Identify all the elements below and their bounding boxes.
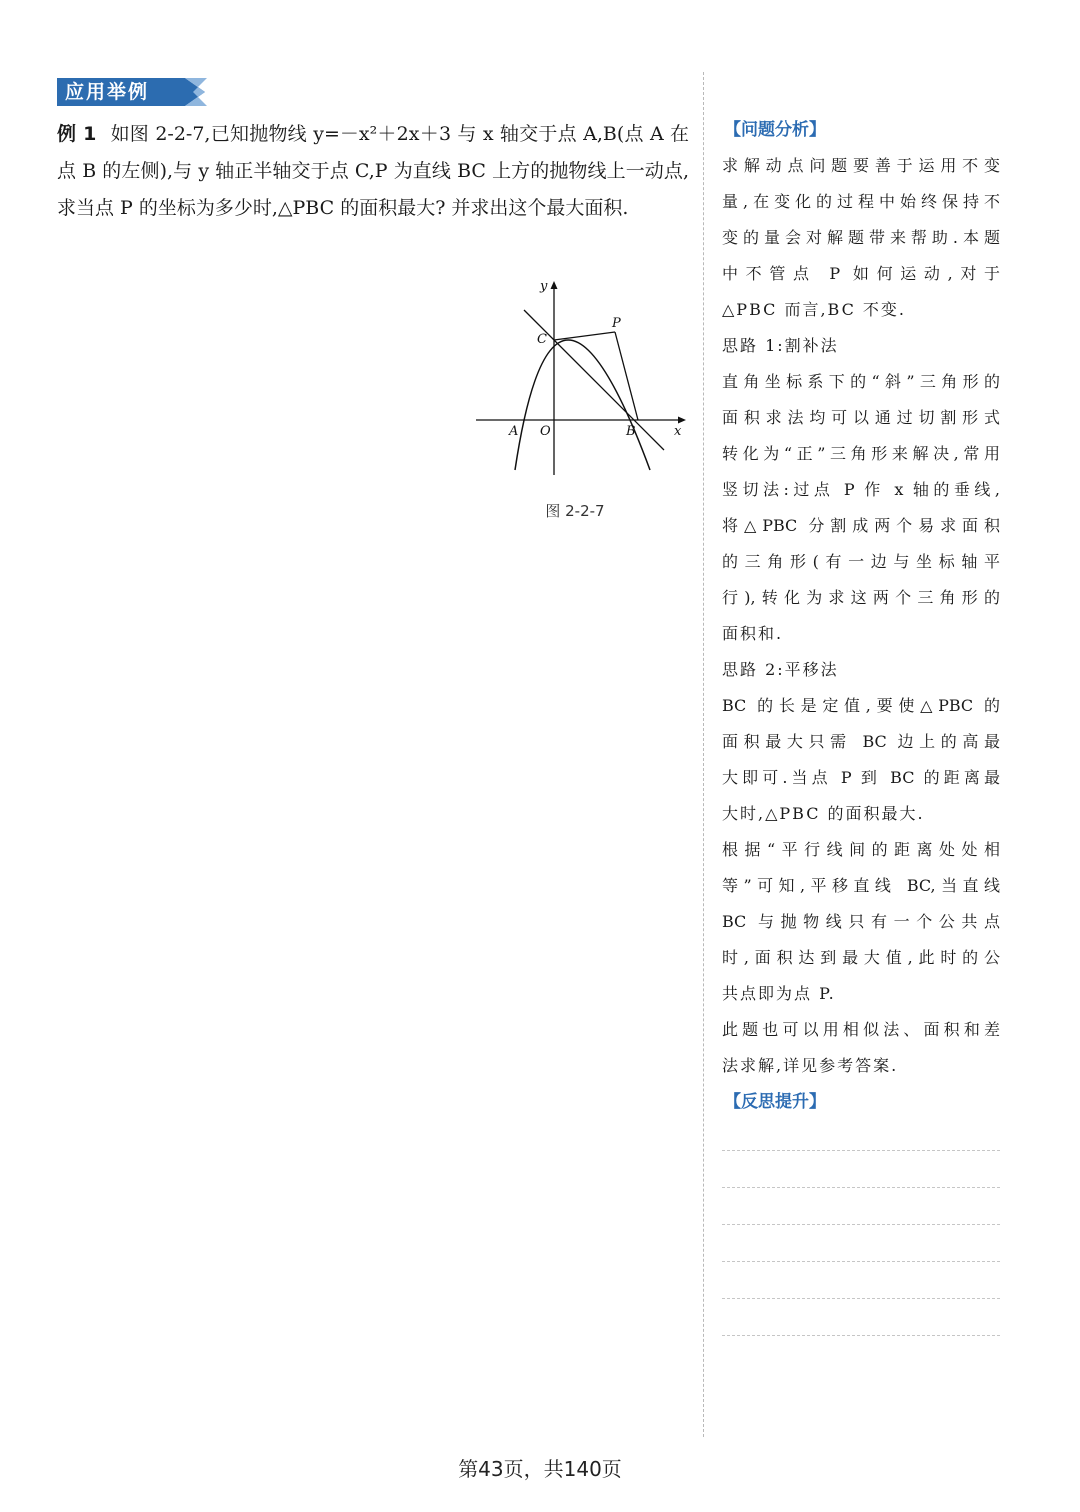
label-x: x [674, 424, 682, 439]
analysis-line: 量,在变化的过程中始终保持不 [722, 192, 1000, 211]
analysis-line: 转化为“正”三角形来解决,常用 [722, 444, 1000, 463]
analysis-line: 面积和. [722, 624, 784, 643]
example-tag: 例 1 [57, 123, 97, 145]
reflection-writing-area[interactable] [722, 1150, 1000, 1336]
label-b: B [626, 424, 636, 439]
label-a: A [509, 424, 519, 439]
segment-pc [554, 332, 615, 340]
analysis-line: 根据“平行线间的距离处处相 [722, 840, 1000, 859]
figure-caption: 图 2-2-7 [545, 502, 605, 520]
analysis-line: 行),转化为求这两个三角形的 [722, 588, 1000, 607]
analysis-line: 求解动点问题要善于运用不变 [722, 156, 1000, 175]
analysis-line: 思路 2:平移法 [722, 660, 839, 679]
analysis-line: 的三角形(有一边与坐标轴平 [722, 552, 1000, 571]
analysis-line: 将△PBC 分割成两个易求面积 [722, 516, 1000, 535]
y-axis-arrow [551, 281, 558, 289]
analysis-line: 此题也可以用相似法、面积和差 [722, 1020, 1000, 1039]
label-o: O [540, 424, 551, 439]
writing-line [722, 1299, 1000, 1336]
analysis-line: 时,面积达到最大值,此时的公 [722, 948, 1000, 967]
analysis-line: 变的量会对解题带来帮助.本题 [722, 228, 1000, 247]
analysis-sidebar [722, 112, 1000, 1120]
analysis-line: △PBC 而言,BC 不变. [722, 300, 907, 319]
label-c: C [537, 332, 547, 347]
analysis-line: 直角坐标系下的“斜”三角形的 [722, 372, 1000, 391]
example-problem [57, 116, 689, 227]
label-y: y [540, 279, 548, 294]
figure-graph [474, 270, 690, 480]
label-p: P [612, 316, 621, 331]
writing-line [722, 1225, 1000, 1262]
analysis-line: BC 与抛物线只有一个公共点 [722, 912, 1000, 931]
reflection-heading: 【反思提升】 [724, 1092, 826, 1112]
analysis-line: 大即可.当点 P 到 BC 的距离最 [722, 768, 1000, 787]
segment-pb [615, 332, 638, 420]
parabola-curve [515, 340, 650, 470]
banner-title: 应用举例 [65, 81, 150, 103]
page-number: 第43页，共140页 [458, 1457, 622, 1481]
section-banner [57, 78, 207, 106]
writing-line [722, 1262, 1000, 1299]
analysis-line: 法求解,详见参考答案. [722, 1056, 899, 1075]
analysis-line: 共点即为点 P. [722, 984, 836, 1003]
analysis-line: 中不管点 P 如何运动,对于 [722, 264, 1000, 283]
parabola-figure [474, 270, 690, 480]
analysis-line: 竖切法:过点 P 作 x 轴的垂线, [722, 480, 1000, 499]
analysis-line: 等”可知,平移直线 BC,当直线 [722, 876, 1000, 895]
writing-line [722, 1188, 1000, 1225]
analysis-line: 大时,△PBC 的面积最大. [722, 804, 925, 823]
x-axis-arrow [678, 417, 686, 424]
writing-line [722, 1151, 1000, 1188]
analysis-line: 思路 1:割补法 [722, 336, 839, 355]
example-text: 如图 2-2-7,已知抛物线 y=－x²＋2x＋3 与 x 轴交于点 A,B(点 A 在点 B 的左侧),与 y 轴正半轴交于点 C,P 为直线 BC 上方的抛物线上一动点,求当点 P 的坐标为多少时,△PBC 的面积最大? 并求出这个最大面积. [57, 123, 689, 219]
analysis-line: BC 的长是定值,要使△PBC 的 [722, 696, 1000, 715]
analysis-line: 面积最大只需 BC 边上的高最 [722, 732, 1000, 751]
analysis-line: 面积求法均可以通过切割形式 [722, 408, 1000, 427]
analysis-heading: 【问题分析】 [724, 120, 826, 140]
column-divider [703, 72, 704, 1437]
